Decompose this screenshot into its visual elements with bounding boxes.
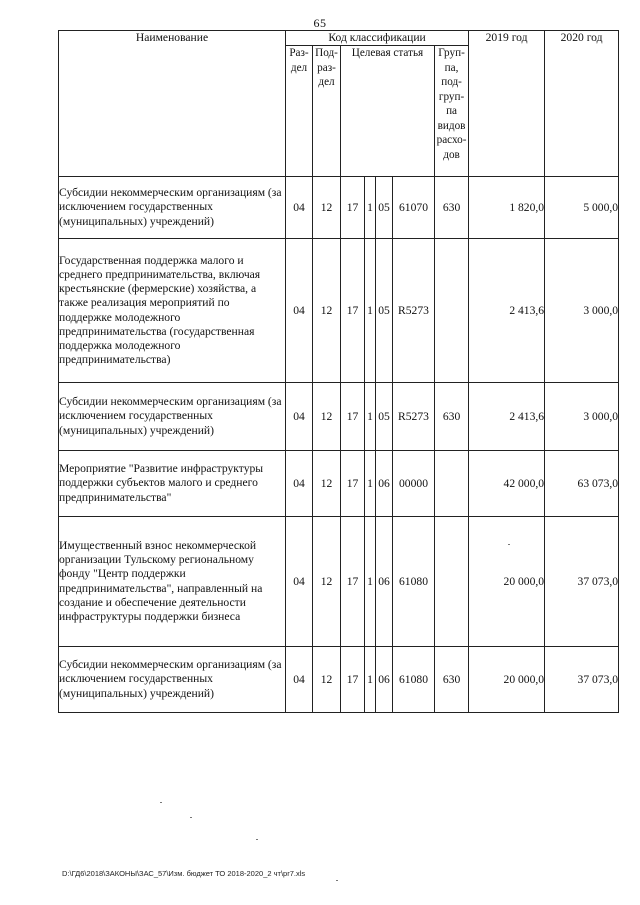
header-2020: 2020 год <box>545 31 619 177</box>
header-target-article: Целевая статья <box>341 46 435 177</box>
header-section: Раз- дел <box>286 46 313 177</box>
row-amount-2019: 2 413,6 <box>469 383 545 451</box>
row-section: 04 <box>286 177 313 239</box>
row-target-subprogram: 1 <box>365 517 376 647</box>
scan-speck <box>508 544 510 545</box>
row-target-program: 17 <box>341 451 365 517</box>
row-target-event: 06 <box>376 517 393 647</box>
scan-speck <box>256 839 258 840</box>
header-expense-group: Груп- па, под- груп- па видов расхо- дов <box>435 46 469 177</box>
row-target-event: 05 <box>376 239 393 383</box>
row-expense-group <box>435 239 469 383</box>
row-target-program: 17 <box>341 517 365 647</box>
row-target-event: 05 <box>376 177 393 239</box>
row-expense-group: 630 <box>435 177 469 239</box>
row-expense-group <box>435 517 469 647</box>
row-target-subprogram: 1 <box>365 177 376 239</box>
row-subsection: 12 <box>313 517 341 647</box>
row-name: Мероприятие "Развитие инфраструктуры поддержки субъектов малого и среднего предпринимательства" <box>59 451 286 517</box>
row-name: Субсидии некоммерческим организациям (за исключением государственных (муниципальных) учреждений) <box>59 383 286 451</box>
table-row <box>59 451 619 517</box>
row-section: 04 <box>286 239 313 383</box>
row-amount-2020: 37 073,0 <box>545 517 619 647</box>
row-target-direction: 61070 <box>393 177 435 239</box>
table-row <box>59 239 619 383</box>
footer-file-path: D:\ГД6\2018\ЗАКОНЫ\ЗАС_57\Изм. бюджет ТО 2018-2020_2 чт\pr7.xls <box>62 869 306 878</box>
row-target-event: 06 <box>376 451 393 517</box>
row-subsection: 12 <box>313 451 341 517</box>
row-expense-group <box>435 451 469 517</box>
row-target-subprogram: 1 <box>365 647 376 713</box>
row-expense-group: 630 <box>435 383 469 451</box>
row-name: Имущественный взнос некоммерческой организации Тульскому региональному фонду "Центр поддержки предпринимательства", направленный на создание и обеспечение деятельности инфраструктуры поддержки бизнеса <box>59 517 286 647</box>
row-subsection: 12 <box>313 239 341 383</box>
table-row <box>59 517 619 647</box>
header-subsection: Под- раз- дел <box>313 46 341 177</box>
row-amount-2020: 3 000,0 <box>545 383 619 451</box>
scan-speck <box>336 880 338 881</box>
table-row <box>59 647 619 713</box>
row-subsection: 12 <box>313 383 341 451</box>
row-target-event: 06 <box>376 647 393 713</box>
budget-table <box>58 30 619 713</box>
table-row <box>59 383 619 451</box>
row-target-direction: 00000 <box>393 451 435 517</box>
page-number: 65 <box>313 16 327 30</box>
row-target-program: 17 <box>341 647 365 713</box>
row-section: 04 <box>286 647 313 713</box>
row-name: Государственная поддержка малого и среднего предпринимательства, включая крестьянские (фермерские) хозяйства, а также реализация мероприятий по поддержке молодежного предпринимательства (государственная поддержка молодежного предпринимательства) <box>59 239 286 383</box>
row-target-subprogram: 1 <box>365 239 376 383</box>
row-subsection: 12 <box>313 647 341 713</box>
row-name: Субсидии некоммерческим организациям (за исключением государственных (муниципальных) учреждений) <box>59 177 286 239</box>
row-amount-2019: 1 820,0 <box>469 177 545 239</box>
row-target-program: 17 <box>341 239 365 383</box>
row-expense-group: 630 <box>435 647 469 713</box>
row-amount-2020: 5 000,0 <box>545 177 619 239</box>
row-amount-2019: 2 413,6 <box>469 239 545 383</box>
row-amount-2020: 3 000,0 <box>545 239 619 383</box>
row-section: 04 <box>286 517 313 647</box>
header-2019: 2019 год <box>469 31 545 177</box>
row-target-event: 05 <box>376 383 393 451</box>
row-section: 04 <box>286 383 313 451</box>
row-amount-2020: 37 073,0 <box>545 647 619 713</box>
table-row <box>59 177 619 239</box>
header-classification: Код классификации <box>286 31 469 46</box>
row-target-subprogram: 1 <box>365 383 376 451</box>
row-target-direction: R5273 <box>393 239 435 383</box>
row-target-direction: R5273 <box>393 383 435 451</box>
row-target-program: 17 <box>341 383 365 451</box>
row-target-direction: 61080 <box>393 517 435 647</box>
row-target-subprogram: 1 <box>365 451 376 517</box>
scan-speck <box>160 802 162 803</box>
row-subsection: 12 <box>313 177 341 239</box>
header-name: Наименование <box>59 31 286 177</box>
row-target-direction: 61080 <box>393 647 435 713</box>
header-row-top <box>59 31 619 46</box>
row-amount-2019: 20 000,0 <box>469 517 545 647</box>
row-amount-2019: 20 000,0 <box>469 647 545 713</box>
row-amount-2019: 42 000,0 <box>469 451 545 517</box>
row-target-program: 17 <box>341 177 365 239</box>
row-section: 04 <box>286 451 313 517</box>
row-name: Субсидии некоммерческим организациям (за исключением государственных (муниципальных) учреждений) <box>59 647 286 713</box>
row-amount-2020: 63 073,0 <box>545 451 619 517</box>
scan-speck <box>190 817 192 818</box>
